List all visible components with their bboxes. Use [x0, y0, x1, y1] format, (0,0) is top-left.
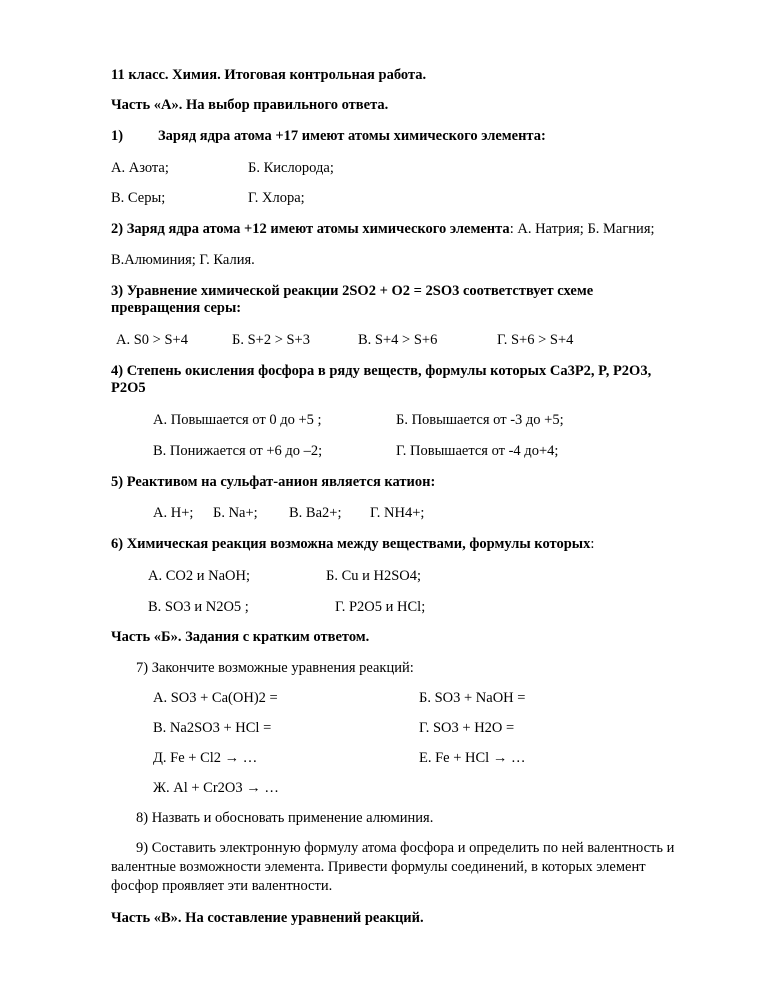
q7-option-g: Ж. Al + Cr2O3 → …	[153, 780, 279, 796]
q1-number: 1)	[111, 128, 124, 144]
q5-option-d: Г. NH4+;	[370, 505, 425, 521]
q2-options-inline: : А. Натрия; Б. Магния;	[509, 221, 655, 237]
q7-option-c: В. Na2SO3 + HCl =	[153, 720, 272, 736]
q8-text: 8) Назвать и обосновать применение алюминия.	[136, 810, 434, 826]
q7-option-b: Б. SO3 + NaOH =	[419, 690, 526, 706]
q2-text: 2) Заряд ядра атома +12 имеют атомы химического элемента	[111, 221, 510, 237]
q4-option-c: В. Понижается от +6 до –2;	[153, 443, 323, 459]
q6-option-c: В. SO3 и N2O5 ;	[148, 599, 249, 615]
q1-text: Заряд ядра атома +17 имеют атомы химического элемента:	[158, 128, 546, 144]
q6-option-b: Б. Cu и H2SO4;	[326, 568, 422, 584]
part-a-heading: Часть «А». На выбор правильного ответа.	[111, 97, 389, 113]
q4-option-d: Г. Повышается от -4 до+4;	[396, 443, 559, 459]
q5-option-b: Б. Na+;	[213, 505, 258, 521]
q3-option-b: Б. S+2 > S+3	[232, 332, 310, 348]
q9-line3: фосфор проявляет эти валентности.	[111, 878, 333, 894]
q7-text: 7) Закончите возможные уравнения реакций:	[136, 660, 414, 676]
q1-option-b: Б. Кислорода;	[248, 160, 334, 176]
part-c-heading: Часть «В». На составление уравнений реакций.	[111, 910, 424, 926]
part-b-heading: Часть «Б». Задания с кратким ответом.	[111, 629, 370, 645]
q6-text: 6) Химическая реакция возможна между веществами, формулы которых	[111, 536, 591, 552]
q5-text: 5) Реактивом на сульфат-анион является катион:	[111, 474, 436, 490]
q3-option-d: Г. S+6 > S+4	[497, 332, 574, 348]
q5-option-a: А. H+;	[153, 505, 194, 521]
q3-option-a: А. S0 > S+4	[116, 332, 188, 348]
q7-option-a: А. SO3 + Ca(OH)2 =	[153, 690, 278, 706]
q7-option-f: Е. Fe + HCl → …	[419, 750, 526, 766]
q6-line1	[111, 535, 594, 553]
q1-option-a: А. Азота;	[111, 160, 169, 176]
q4-option-a: А. Повышается от 0 до +5 ;	[153, 412, 322, 428]
q4-option-b: Б. Повышается от -3 до +5;	[396, 412, 564, 428]
q3-line1: 3) Уравнение химической реакции 2SO2 + O2 = 2SO3 соответствует схеме	[111, 283, 594, 299]
q3-line2: превращения серы:	[111, 300, 242, 316]
q5-option-c: В. Ba2+;	[289, 505, 342, 521]
q3-option-c: В. S+4 > S+6	[358, 332, 438, 348]
q6-option-a: А. CO2 и NaOH;	[148, 568, 251, 584]
q9-line2: валентные возможности элемента. Привести формулы соединений, в которых элемент	[111, 859, 646, 875]
q6-colon: :	[590, 536, 595, 552]
q1-option-c: В. Серы;	[111, 190, 166, 206]
doc-title: 11 класс. Химия. Итоговая контрольная работа.	[111, 67, 427, 83]
q9-line1: 9) Составить электронную формулу атома фосфора и определить по ней валентность и	[136, 840, 675, 856]
q7-option-d: Г. SO3 + H2O =	[419, 720, 515, 736]
q4-line1: 4) Степень окисления фосфора в ряду веществ, формулы которых Ca3P2, P, P2O3,	[111, 363, 652, 379]
q4-line2: P2O5	[111, 380, 146, 396]
q2-line2: В.Алюминия; Г. Калия.	[111, 252, 255, 268]
q7-option-e: Д. Fe + Cl2 → …	[153, 750, 258, 766]
q2-line1	[111, 220, 655, 238]
q6-option-d: Г. P2O5 и HCl;	[335, 599, 426, 615]
q1-option-d: Г. Хлора;	[248, 190, 305, 206]
